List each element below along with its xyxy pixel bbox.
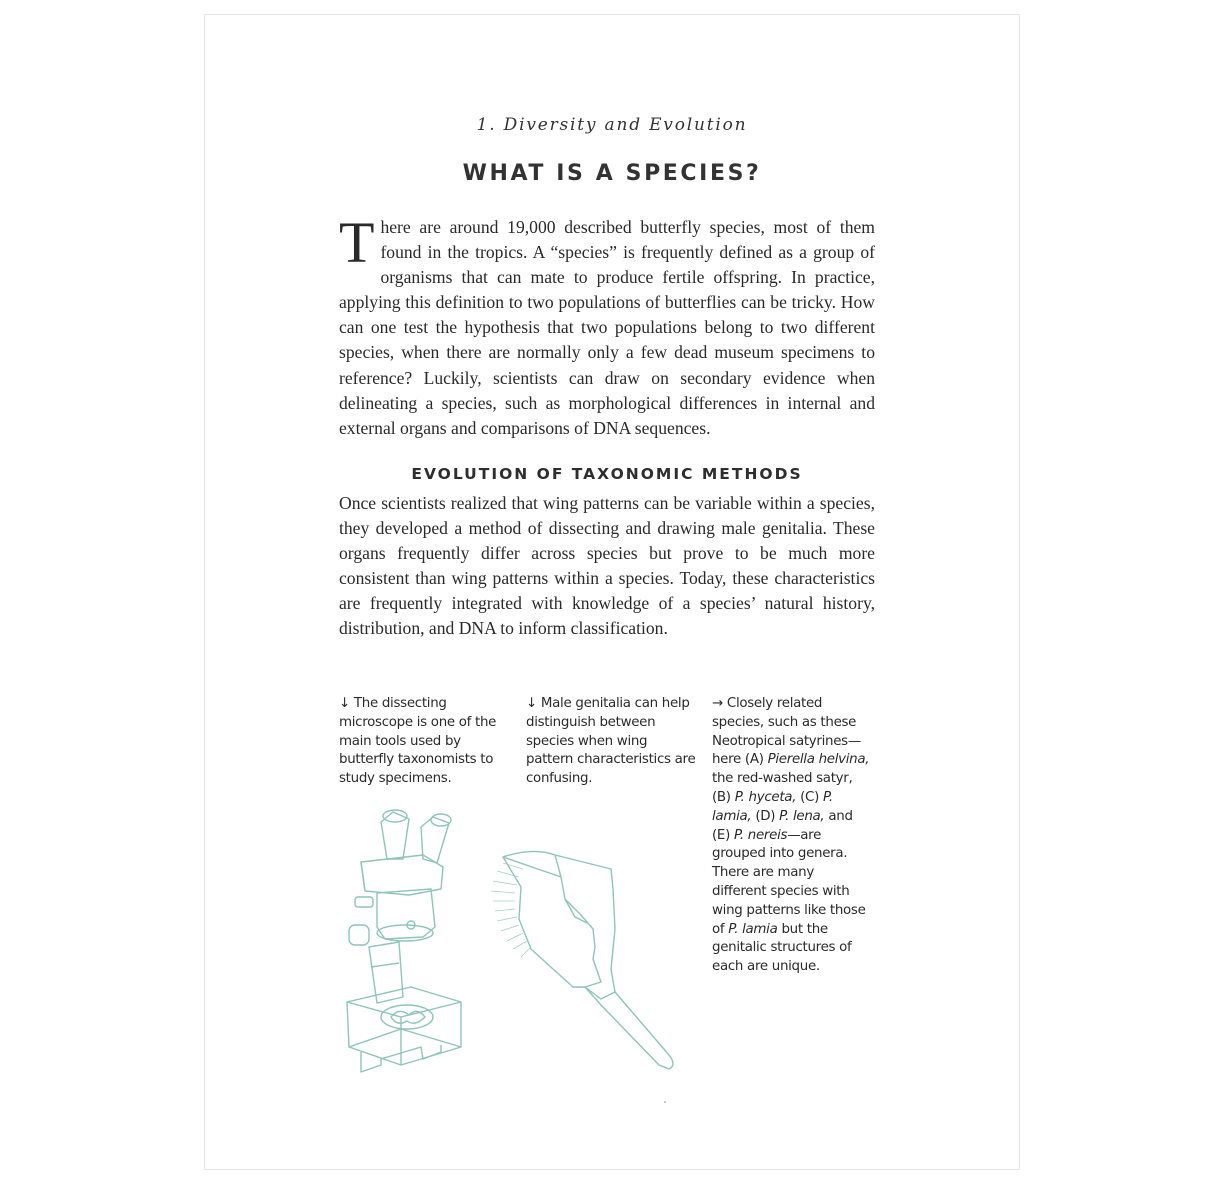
page-title: WHAT IS A SPECIES?	[462, 161, 762, 186]
microscope-illustration	[341, 797, 481, 1077]
caption-text: —are grouped into genera. There are many different species with wing patterns like those of	[712, 827, 866, 937]
genitalia-illustration	[483, 837, 703, 1077]
chapter-heading: 1. Diversity and Evolution	[476, 115, 748, 135]
caption-microscope	[339, 695, 499, 789]
caption-text: Male genitalia can help distinguish between species when wing pattern characteristics are confusing.	[526, 696, 696, 787]
caption-text: (D)	[751, 808, 780, 824]
species-name: P. nereis	[733, 827, 788, 843]
caption-text: the red-washed satyr, (B)	[712, 771, 853, 805]
species-name: P. lena,	[779, 808, 825, 824]
species-name: P. lamia	[728, 921, 778, 937]
intro-paragraph	[339, 210, 875, 441]
species-name: P. lamia,	[712, 789, 833, 824]
drop-cap: T	[339, 210, 375, 275]
caption-text: The dissecting microscope is one of the main tools used by butterfly taxonomists to study specimens.	[339, 696, 497, 787]
scan-artifact	[595, 1099, 685, 1107]
caption-text: (C)	[796, 789, 823, 805]
taxonomy-paragraph: Once scientists realized that wing patterns can be variable within a species, they developed a method of dissecting and drawing male genitalia. These organs frequently differ across species but prove to be much more consistent than wing patterns within a species. Today, these characteristics are frequently integrated with knowledge of a species’ natural history, distribution, and DNA to inform classification.	[339, 493, 875, 639]
caption-satyrines	[712, 695, 872, 977]
caption-text: Closely related species, such as these Neotropical satyrines—here (A)	[712, 696, 861, 768]
species-name: Pierella helvina,	[767, 752, 870, 768]
book-page	[204, 14, 1020, 1170]
caption-text: and (E)	[712, 808, 853, 843]
intro-text: here are around 19,000 described butterfly species, most of them found in the tropics. A “species” is frequently defined as a group of organisms that can mate to produce fertile offspring. In practice, applying this definition to two populations of butterflies can be tricky. How can one test the hypothesis that two populations belong to two different species, when there are normally only a few dead museum specimens to reference? Luckily, scientists can draw on secondary evidence when delineating a species, such as morphological differences in internal and external organs and comparisons of DNA sequences.	[339, 217, 875, 438]
section-heading: EVOLUTION OF TAXONOMIC METHODS	[411, 465, 803, 483]
arrow-down-icon: ↓	[339, 696, 350, 711]
caption-genitalia	[526, 695, 696, 789]
caption-text: but the genitalic structures of each are unique.	[712, 921, 852, 975]
species-name: P. hyceta,	[734, 789, 797, 805]
arrow-right-icon: →	[712, 696, 723, 711]
arrow-down-icon: ↓	[526, 696, 537, 711]
